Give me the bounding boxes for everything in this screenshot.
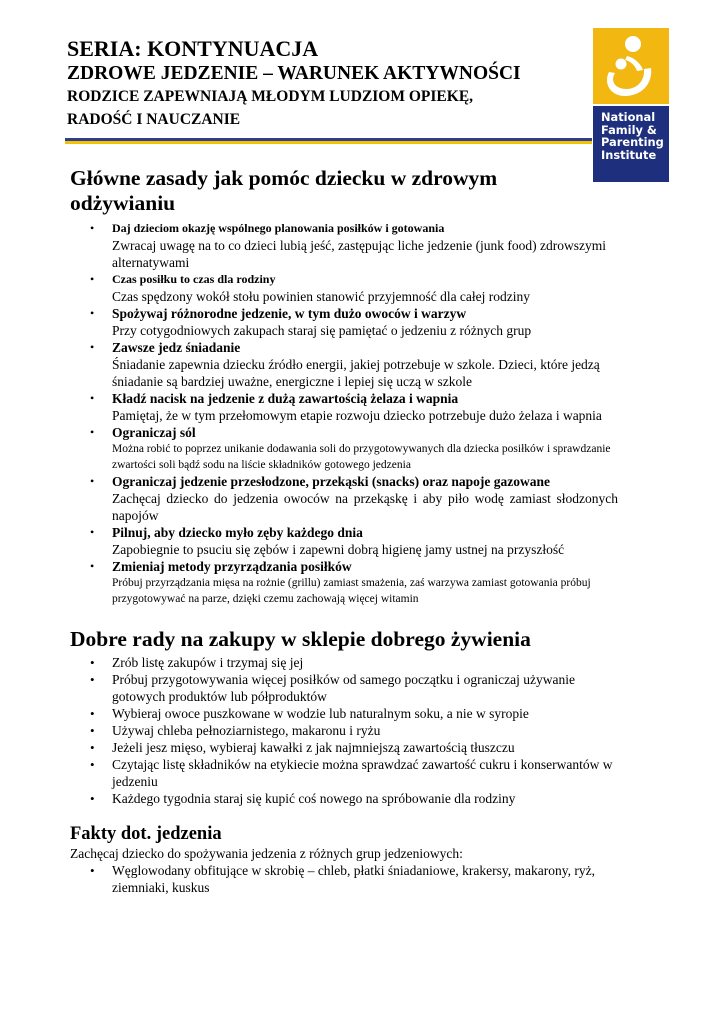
header-rule-yellow <box>65 141 592 144</box>
section3-intro: Zachęcaj dziecko do spożywania jedzenia z różnych grup jedzeniowych: <box>70 846 463 861</box>
logo-line-2: Family & <box>601 122 657 137</box>
list-item: • Każdego tygodnia staraj się kupić coś nowego na spróbowanie dla rodziny <box>84 790 618 807</box>
list-item: • Daj dzieciom okazję wspólnego planowania posiłków i gotowania Zwracaj uwagę na to co dzieci lubią jeść, zastępując liche jedzenie (junk food) zdrowszymi alternatywami <box>84 220 618 271</box>
shopping-tips-list <box>84 654 618 807</box>
nfpi-logo <box>593 28 669 182</box>
list-item: • Ograniczaj jedzenie przesłodzone, przekąski (snacks) oraz napoje gazowane Zachęcaj dziecko do jedzenia owoców na przekąskę i aby piło wodę zamiast słodzonych napojów <box>84 473 618 524</box>
logo-line-3: Parenting <box>601 135 664 149</box>
list-item: • Kładź nacisk na jedzenie z dużą zawartością żelaza i wapnia Pamiętaj, że w tym przełomowym etapie rozwoju dziecko potrzebuje dużo żelaza i wapnia <box>84 390 618 424</box>
logo-line-1: National <box>601 110 656 124</box>
list-item: • Zawsze jedz śniadanie Śniadanie zapewnia dziecku źródło energii, jakiej potrzebuje w szkole. Dzieci, które jedzą śniadanie są bardziej uważne, energiczne i lepiej się uczą w szkole <box>84 339 618 390</box>
list-item: • Zmieniaj metody przyrządzania posiłków Próbuj przyrządzania mięsa na rożnie (grillu) zamiast smażenia, zaś warzywa zamiast gotowania próbuj przygotowywać na parze, dzięki czemu zachowają więcej witamin <box>84 558 618 607</box>
document-title: ZDROWE JEDZENIE – WARUNEK AKTYWNOŚCI <box>67 63 521 84</box>
section1-heading: Główne zasady jak pomóc dziecku w zdrowym odżywianiu <box>70 166 498 215</box>
series-title: SERIA: KONTYNUACJA <box>67 36 319 61</box>
list-item: • Zrób listę zakupów i trzymaj się jej <box>84 654 618 671</box>
subtitle-line-2: RADOŚĆ I NAUCZANIE <box>67 111 241 128</box>
family-figure-icon <box>593 28 669 104</box>
document-body <box>70 166 618 896</box>
list-item: • Czas posiłku to czas dla rodziny Czas spędzony wokół stołu powinien stanowić przyjemność dla całej rodziny <box>84 271 618 305</box>
section3-heading: Fakty dot. jedzenia <box>70 824 222 844</box>
document-header <box>67 36 592 130</box>
list-item: • Spożywaj różnorodne jedzenie, w tym dużo owoców i warzyw Przy cotygodniowych zakupach staraj się pamiętać o jedzeniu z różnych grup <box>84 305 618 339</box>
list-item: • Ograniczaj sól Można robić to poprzez unikanie dodawania soli do przygotowywanych dla dziecka posiłków i sprawdzanie zwartości soli bądź sodu na liście składników gotowego jedzenia <box>84 424 618 473</box>
list-item: • Jeżeli jesz mięso, wybieraj kawałki z jak najmniejszą zawartością tłuszczu <box>84 739 618 756</box>
subtitle-line-1: RODZICE ZAPEWNIAJĄ MŁODYM LUDZIOM OPIEKĘ, <box>67 88 474 105</box>
tips-list <box>84 220 618 607</box>
section2-heading: Dobre rady na zakupy w sklepie dobrego żywienia <box>70 627 531 651</box>
list-item: • Próbuj przygotowywania więcej posiłków od samego początku i ograniczaj używanie gotowych produktów lub półproduktów <box>84 671 618 705</box>
list-item: • Pilnuj, aby dziecko myło zęby każdego dnia Zapobiegnie to psuciu się zębów i zapewni dobrą higienę jamy ustnej na przyszłość <box>84 524 618 558</box>
list-item: • Wybieraj owoce puszkowane w wodzie lub naturalnym soku, a nie w syropie <box>84 705 618 722</box>
list-item: • Używaj chleba pełnoziarnistego, makaronu i ryżu <box>84 722 618 739</box>
food-facts-list <box>84 862 618 896</box>
logo-line-4: Institute <box>601 147 657 162</box>
list-item: • Czytając listę składników na etykiecie można sprawdzać zawartość cukru i konserwantów w jedzeniu <box>84 756 618 790</box>
list-item: • Węglowodany obfitujące w skrobię – chleb, płatki śniadaniowe, krakersy, makarony, ryż, ziemniaki, kuskus <box>84 862 618 896</box>
